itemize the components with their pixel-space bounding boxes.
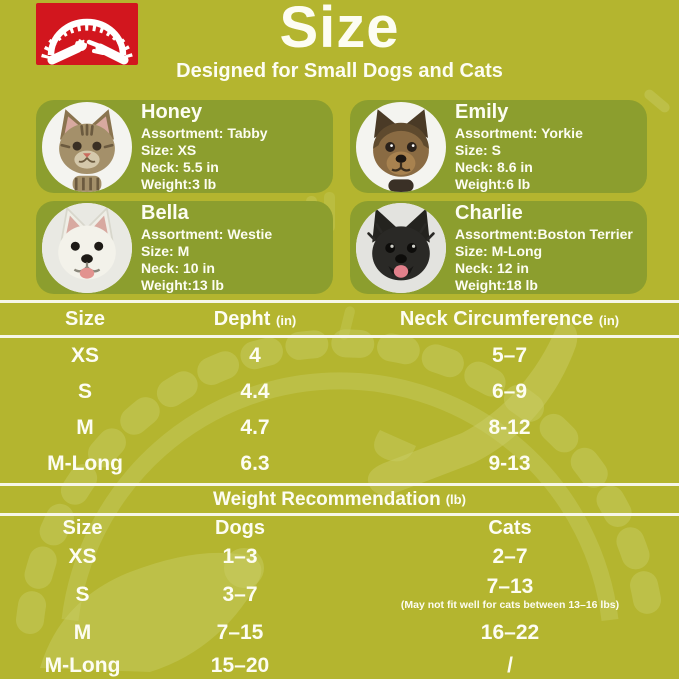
- pet-cards: [36, 100, 647, 294]
- pet-weight: Weight:13 lb: [141, 277, 224, 293]
- pet-weight: Weight:6 lb: [455, 176, 531, 192]
- pet-assortment: Assortment:Boston Terrier: [455, 226, 633, 242]
- size-s-depth: 4.4: [240, 380, 270, 403]
- tabby-kitten-photo: [42, 102, 132, 192]
- pet-info: [141, 201, 272, 294]
- size-mlong-label: M-Long: [47, 452, 123, 475]
- weight-table-title: Weight Recommendation (lb): [0, 483, 679, 516]
- size-m-depth: 4.7: [240, 416, 270, 439]
- pet-info: [141, 100, 268, 193]
- pet-name: Honey: [141, 101, 203, 123]
- pet-info: [455, 201, 633, 294]
- pet-size: Size: M: [141, 243, 190, 259]
- weight-mlong-label: M-Long: [44, 654, 121, 677]
- pet-name: Emily: [455, 101, 509, 123]
- pet-size: Size: S: [455, 142, 501, 158]
- westie-photo: [42, 203, 132, 293]
- pet-name: Charlie: [455, 202, 523, 224]
- depth-unit: (in): [276, 312, 297, 328]
- weight-s-cats: [315, 574, 679, 611]
- weight-m-label: M: [73, 620, 92, 644]
- pet-card-charlie: [350, 201, 647, 294]
- size-m-neck: 8-12: [488, 416, 531, 439]
- weight-xs-label: XS: [68, 545, 97, 568]
- weight-size-column-header: Size: [62, 516, 103, 539]
- weight-cats-column-header: Cats: [488, 516, 532, 539]
- boston-terrier-icon: [356, 203, 446, 293]
- tabby-kitten-icon: [42, 102, 132, 192]
- weight-s-dogs: 3–7: [222, 583, 258, 606]
- pet-assortment: Assortment: Yorkie: [455, 125, 583, 141]
- weight-unit: (lb): [445, 492, 466, 507]
- depth-column-header: Depht (in): [213, 307, 297, 330]
- pet-neck: Neck: 5.5 in: [141, 159, 219, 175]
- pet-size: Size: M-Long: [455, 243, 543, 259]
- neck-unit: (in): [598, 312, 620, 328]
- weight-xs-cats: 2–7: [492, 545, 528, 568]
- pet-size: Size: XS: [141, 142, 197, 158]
- size-m-label: M: [76, 416, 94, 439]
- westie-icon: [42, 203, 132, 293]
- size-table-header: [0, 300, 679, 338]
- weight-s-cats-value: 7–13: [486, 575, 534, 598]
- size-xs-neck: 5–7: [491, 344, 528, 367]
- size-s-label: S: [77, 380, 92, 403]
- pet-weight: Weight:18 lb: [455, 277, 538, 293]
- pet-assortment: Assortment: Westie: [141, 226, 273, 242]
- weight-s-label: S: [75, 583, 90, 606]
- weight-dogs-column-header: Dogs: [215, 516, 265, 539]
- page-subtitle: Designed for Small Dogs and Cats: [176, 60, 503, 82]
- weight-m-cats: 16–22: [480, 620, 540, 644]
- weight-m-dogs: 7–15: [216, 620, 264, 644]
- neck-column-header: Neck Circumference (in): [399, 307, 620, 330]
- size-column-header: Size: [64, 307, 106, 330]
- pet-weight: Weight:3 lb: [141, 176, 217, 192]
- pet-name: Bella: [141, 202, 189, 224]
- cats-fit-note: (May not fit well for cats between 13–16 lbs): [400, 599, 620, 611]
- size-s-neck: 6–9: [491, 380, 528, 403]
- page-title: Size: [279, 0, 400, 60]
- pet-card-bella: [36, 201, 333, 294]
- weight-table-header: [0, 516, 679, 540]
- pet-info: [455, 100, 583, 193]
- size-xs-label: XS: [70, 344, 99, 367]
- pet-neck: Neck: 10 in: [141, 260, 215, 276]
- weight-mlong-cats: /: [507, 654, 513, 677]
- size-xs-depth: 4: [249, 344, 261, 367]
- pet-card-emily: [350, 100, 647, 193]
- weight-xs-dogs: 1–3: [222, 545, 258, 568]
- pet-neck: Neck: 8.6 in: [455, 159, 533, 175]
- yorkie-photo: [356, 102, 446, 192]
- size-table-body: [0, 338, 679, 482]
- pet-card-honey: [36, 100, 333, 193]
- size-mlong-neck: 9-13: [488, 452, 531, 475]
- pet-neck: Neck: 12 in: [455, 260, 529, 276]
- boston-terrier-photo: [356, 203, 446, 293]
- weight-mlong-dogs: 15–20: [210, 654, 270, 677]
- size-mlong-depth: 6.3: [240, 452, 270, 475]
- pet-assortment: Assortment: Tabby: [141, 125, 268, 141]
- yorkie-icon: [356, 102, 446, 192]
- weight-table-body: [0, 540, 679, 679]
